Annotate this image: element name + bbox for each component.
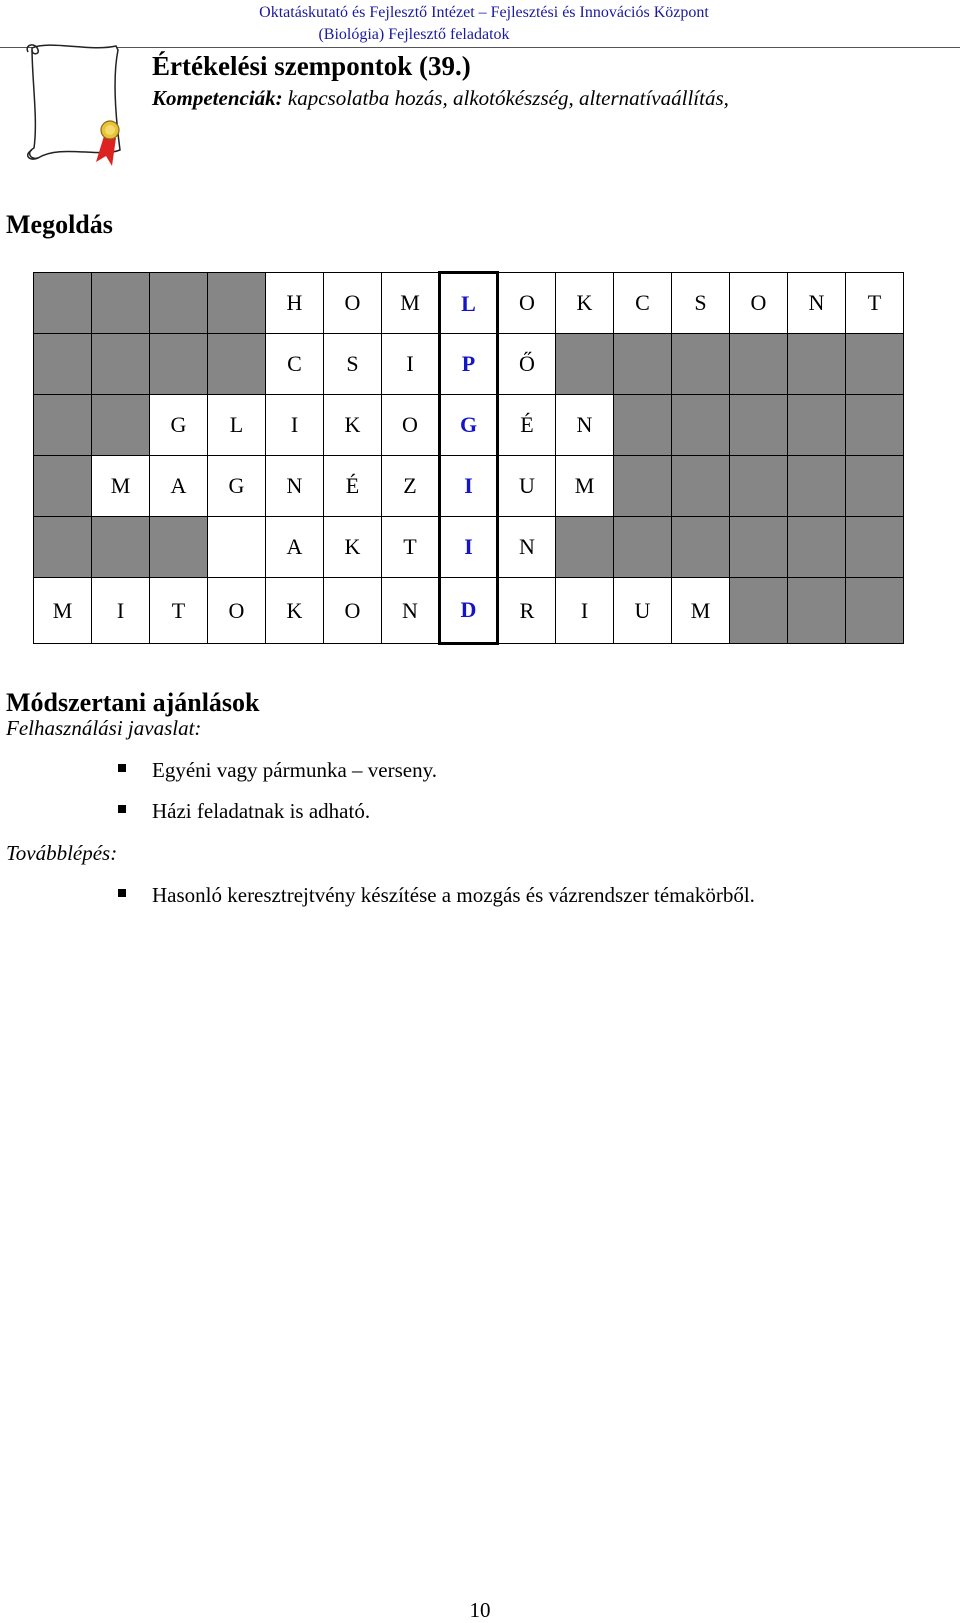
crossword-blocked-cell xyxy=(614,395,672,456)
crossword-cell: M xyxy=(34,578,92,644)
crossword-blocked-cell xyxy=(92,395,150,456)
crossword-cell: R xyxy=(498,578,556,644)
crossword-blocked-cell xyxy=(788,456,846,517)
solution-heading: Megoldás xyxy=(6,210,113,239)
crossword-blocked-cell xyxy=(788,334,846,395)
crossword-cell: N xyxy=(382,578,440,644)
crossword-blocked-cell xyxy=(672,395,730,456)
crossword-key-cell: L xyxy=(440,273,498,334)
crossword-cell: N xyxy=(788,273,846,334)
crossword-row xyxy=(34,334,904,395)
crossword-blocked-cell xyxy=(672,334,730,395)
crossword-key-cell: I xyxy=(440,456,498,517)
crossword-blocked-cell xyxy=(730,456,788,517)
crossword-blocked-cell xyxy=(150,517,208,578)
crossword-blocked-cell xyxy=(846,334,904,395)
crossword-cell: M xyxy=(556,456,614,517)
crossword-cell: O xyxy=(498,273,556,334)
crossword-blocked-cell xyxy=(208,334,266,395)
crossword-blocked-cell xyxy=(730,334,788,395)
crossword-blocked-cell xyxy=(730,395,788,456)
usage-label: Felhasználási javaslat: xyxy=(6,716,202,740)
crossword-blocked-cell xyxy=(730,578,788,644)
crossword-cell: M xyxy=(92,456,150,517)
crossword-cell: A xyxy=(266,517,324,578)
crossword-blocked-cell xyxy=(92,273,150,334)
crossword-cell: I xyxy=(92,578,150,644)
crossword-cell: C xyxy=(614,273,672,334)
crossword-blocked-cell xyxy=(846,456,904,517)
crossword-grid xyxy=(33,271,904,645)
crossword-cell: K xyxy=(324,395,382,456)
usage-item-text: Egyéni vagy pármunka – verseny. xyxy=(152,758,437,782)
crossword-cell: T xyxy=(846,273,904,334)
crossword-blocked-cell xyxy=(614,334,672,395)
crossword-blocked-cell xyxy=(672,456,730,517)
crossword-blocked-cell xyxy=(672,517,730,578)
crossword-key-cell: G xyxy=(440,395,498,456)
crossword-cell: N xyxy=(266,456,324,517)
crossword-cell: K xyxy=(324,517,382,578)
usage-item xyxy=(118,757,437,783)
crossword-cell: I xyxy=(382,334,440,395)
header-subject: (Biológia) Fejlesztő feladatok xyxy=(318,26,510,43)
bullet-square-icon xyxy=(118,805,126,813)
crossword-row xyxy=(34,517,904,578)
header-institute: Oktatáskutató és Fejlesztő Intézet – Fejlesztési és Innovációs Központ xyxy=(259,4,709,21)
crossword-cell: O xyxy=(382,395,440,456)
crossword-cell: K xyxy=(266,578,324,644)
header-rule xyxy=(0,47,960,48)
crossword-cell: U xyxy=(498,456,556,517)
crossword-cell: Ő xyxy=(498,334,556,395)
competencies-label: Kompetenciák: xyxy=(152,86,283,110)
competencies-line xyxy=(152,85,729,111)
crossword-key-cell: D xyxy=(440,578,498,644)
crossword-blocked-cell xyxy=(556,517,614,578)
crossword-blocked-cell xyxy=(150,273,208,334)
crossword-blocked-cell xyxy=(92,517,150,578)
crossword-row xyxy=(34,395,904,456)
crossword-cell xyxy=(208,517,266,578)
crossword-blocked-cell xyxy=(730,517,788,578)
usage-item-text: Házi feladatnak is adható. xyxy=(152,799,371,823)
crossword-cell: G xyxy=(150,395,208,456)
crossword-cell: O xyxy=(324,578,382,644)
crossword-blocked-cell xyxy=(614,456,672,517)
usage-item xyxy=(118,798,370,824)
crossword-cell: O xyxy=(324,273,382,334)
crossword-cell: S xyxy=(324,334,382,395)
crossword-blocked-cell xyxy=(614,517,672,578)
crossword-cell: A xyxy=(150,456,208,517)
next-step-label: Továbblépés: xyxy=(6,841,118,865)
crossword-cell: G xyxy=(208,456,266,517)
crossword-blocked-cell xyxy=(788,395,846,456)
crossword-blocked-cell xyxy=(846,517,904,578)
crossword-blocked-cell xyxy=(34,273,92,334)
crossword-cell: K xyxy=(556,273,614,334)
crossword-key-cell: I xyxy=(440,517,498,578)
crossword-cell: T xyxy=(382,517,440,578)
crossword-blocked-cell xyxy=(846,395,904,456)
bullet-square-icon xyxy=(118,889,126,897)
crossword-row xyxy=(34,456,904,517)
crossword-blocked-cell xyxy=(92,334,150,395)
crossword-blocked-cell xyxy=(788,517,846,578)
crossword-cell: L xyxy=(208,395,266,456)
crossword-blocked-cell xyxy=(34,517,92,578)
crossword-cell: S xyxy=(672,273,730,334)
next-step-item-text: Hasonló keresztrejtvény készítése a mozgás és vázrendszer témakörből. xyxy=(152,883,755,907)
crossword-cell: T xyxy=(150,578,208,644)
crossword-cell: I xyxy=(266,395,324,456)
crossword-cell: O xyxy=(208,578,266,644)
crossword-blocked-cell xyxy=(34,334,92,395)
next-step-item xyxy=(118,882,755,908)
crossword-cell: Z xyxy=(382,456,440,517)
crossword-cell: M xyxy=(672,578,730,644)
crossword-row xyxy=(34,273,904,334)
crossword-blocked-cell xyxy=(208,273,266,334)
bullet-square-icon xyxy=(118,764,126,772)
crossword-cell: U xyxy=(614,578,672,644)
crossword-blocked-cell xyxy=(556,334,614,395)
crossword-cell: É xyxy=(498,395,556,456)
crossword-blocked-cell xyxy=(34,456,92,517)
competencies-text: kapcsolatba hozás, alkotókészség, alternatívaállítás, xyxy=(282,86,729,110)
crossword-blocked-cell xyxy=(150,334,208,395)
crossword-blocked-cell xyxy=(846,578,904,644)
crossword-cell: H xyxy=(266,273,324,334)
crossword-cell: C xyxy=(266,334,324,395)
methods-heading: Módszertani ajánlások xyxy=(6,688,260,717)
crossword-cell: O xyxy=(730,273,788,334)
crossword-key-cell: P xyxy=(440,334,498,395)
crossword-blocked-cell xyxy=(788,578,846,644)
crossword-row xyxy=(34,578,904,644)
page-number: 10 xyxy=(469,1598,491,1622)
crossword-cell: I xyxy=(556,578,614,644)
page-title: Értékelési szempontok (39.) xyxy=(152,51,471,81)
crossword-cell: N xyxy=(498,517,556,578)
crossword-cell: M xyxy=(382,273,440,334)
scroll-certificate-icon xyxy=(20,40,140,170)
crossword-blocked-cell xyxy=(34,395,92,456)
crossword-cell: N xyxy=(556,395,614,456)
crossword-cell: É xyxy=(324,456,382,517)
